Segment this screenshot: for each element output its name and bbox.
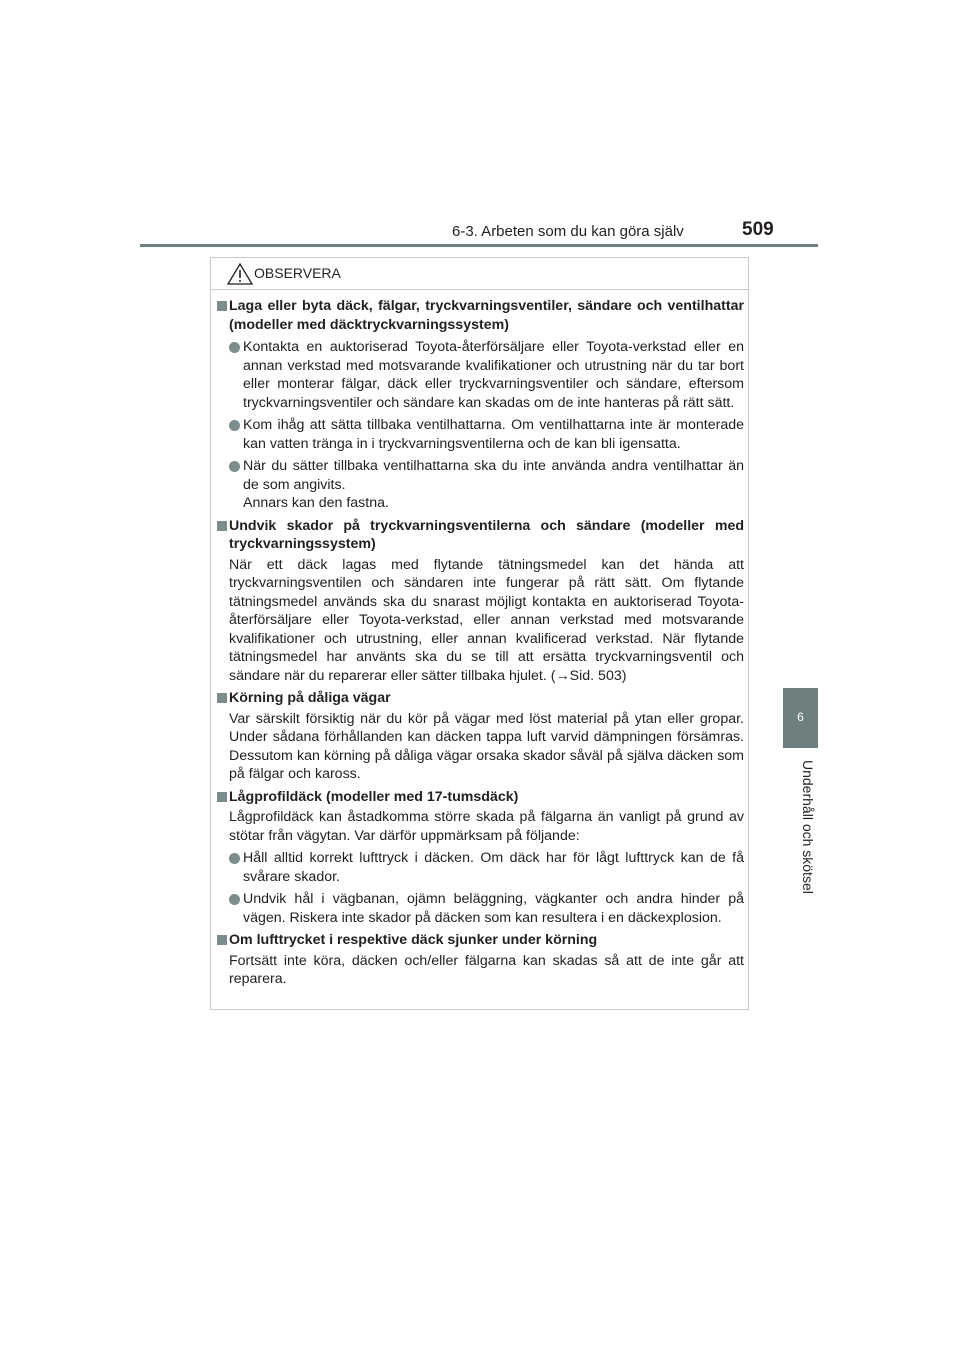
section-text: Lågprofildäck kan åstadkomma större skada på fälgarna än vanligt på grund av stötar från vägytan. Var därför uppmärksam på följande: — [229, 809, 744, 844]
circle-bullet-icon — [229, 894, 240, 905]
notice-header — [211, 258, 748, 290]
section-heading: Lågprofildäck (modeller med 17-tumsdäck) — [217, 788, 744, 807]
square-bullet-icon — [217, 693, 227, 703]
section-heading: Laga eller byta däck, fälgar, tryckvarningsventiler, sändare och ventilhattar (modeller med däcktryckvarningssystem) — [217, 297, 744, 334]
list-item: Kontakta en auktoriserad Toyota-återförsäljare eller Toyota-verkstad eller en annan verkstad med motsvarande kvalifikationer och utrustning när du tar bort eller monterar fälgar, däck eller tryckvarningsventiler och sändare, eftersom tryckvarningsventiler och sändare kan skadas om de inte hanteras på rätt sätt. — [217, 338, 744, 412]
square-bullet-icon — [217, 935, 227, 945]
section-text: Var särskilt försiktig när du kör på vägar med löst material på ytan eller gropar. Under sådana förhållanden kan däcken tappa luft varvid dämpningen försämras. Dessutom kan körning på dåliga vägar orsaka skador såväl på själva däcken som på fälgar och kaross. — [229, 710, 744, 782]
page-number: 509 — [742, 219, 774, 240]
square-bullet-icon — [217, 521, 227, 531]
chapter-tab: 6 — [783, 688, 818, 748]
list-item: Håll alltid korrekt lufttryck i däcken. Om däck har för lågt lufttryck kan de få svårare skador. — [217, 849, 744, 886]
section-heading: Undvik skador på tryckvarningsventilerna och sändare (modeller med tryckvarningssystem) — [217, 517, 744, 554]
section-heading: Körning på dåliga vägar — [217, 689, 744, 708]
section-title: 6-3. Arbeten som du kan göra själv — [452, 223, 684, 240]
section-heading: Om lufttrycket i respektive däck sjunker under körning — [217, 931, 744, 950]
square-bullet-icon — [217, 301, 227, 311]
list-item: När du sätter tillbaka ventilhattarna ska du inte använda andra ventilhattar än de som angivits. Annars kan den fastna. — [217, 457, 744, 513]
section-text: När ett däck lagas med flytande tätningsmedel kan det hända att tryckvarningsventilen och sändaren inte fungerar på rätt sätt. Om flytande tätningsmedel används ska du snarast möjligt kontakta en auktoriserad Toyota-återförsäljare eller Toyota-verkstad, eller annan verkstad med motsvarande kvalifikationer och utrustning, eller annan kvalificerad verkstad. När flytande tätningsmedel har använts ska du se till att ersätta tryckvarningsventil och sändare när du reparerar eller sätter tillbaka hjulet. (→Sid. 503) — [229, 556, 744, 684]
notice-box — [210, 257, 749, 1010]
warning-triangle-icon — [227, 263, 253, 285]
section-text: Fortsätt inte köra, däcken och/eller fälgarna kan skadas så att de inte går att reparera. — [229, 952, 744, 987]
square-bullet-icon — [217, 792, 227, 802]
header-divider — [140, 244, 818, 247]
circle-bullet-icon — [229, 461, 240, 472]
list-item: Undvik hål i vägbanan, ojämn beläggning, vägkanter och andra hinder på vägen. Riskera inte skador på däcken som kan resultera i en däckexplosion. — [217, 890, 744, 927]
notice-label: OBSERVERA — [254, 265, 341, 281]
circle-bullet-icon — [229, 853, 240, 864]
page-header — [0, 0, 960, 250]
circle-bullet-icon — [229, 342, 240, 353]
notice-content — [217, 297, 744, 989]
circle-bullet-icon — [229, 420, 240, 431]
list-item: Kom ihåg att sätta tillbaka ventilhattarna. Om ventilhattarna inte är monterade kan vatten tränga in i tryckvarningsventilerna och de kan bli igensatta. — [217, 416, 744, 453]
chapter-title: Underhåll och skötsel — [800, 760, 816, 894]
